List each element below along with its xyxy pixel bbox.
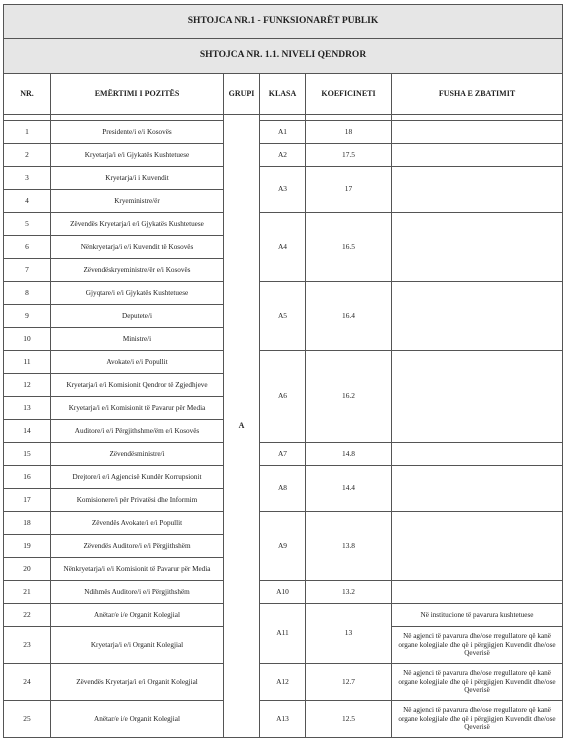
row-name: Zëvendës Kryetarja/i e/i Organit Kolegjial (51, 664, 224, 701)
row-name: Zëvendëskryeministre/ër e/i Kosovës (51, 259, 224, 282)
table-row (4, 351, 563, 374)
row-nr: 14 (4, 420, 51, 443)
header-klasa: KLASA (260, 74, 306, 115)
row-nr: 13 (4, 397, 51, 420)
row-klasa: A5 (260, 282, 306, 351)
row-name: Zëvendës Auditore/i e/i Përgjithshëm (51, 535, 224, 558)
row-nr: 11 (4, 351, 51, 374)
row-klasa: A2 (260, 144, 306, 167)
row-koef: 17 (306, 167, 392, 213)
table-row (4, 581, 563, 604)
row-name: Kryetarja/i e/i Gjykatës Kushtetuese (51, 144, 224, 167)
table-row (4, 121, 563, 144)
row-fusha (392, 167, 563, 213)
row-nr: 1 (4, 121, 51, 144)
row-nr: 22 (4, 604, 51, 627)
row-koef: 16.4 (306, 282, 392, 351)
row-nr: 19 (4, 535, 51, 558)
row-koef: 13 (306, 604, 392, 664)
row-koef: 12.7 (306, 664, 392, 701)
row-name: Komisionere/i për Privatësi dhe Informim (51, 489, 224, 512)
row-name: Anëtar/e i/e Organit Kolegjial (51, 604, 224, 627)
document-subtitle: SHTOJCA NR. 1.1. NIVELI QENDROR (4, 39, 563, 74)
row-fusha (392, 443, 563, 466)
row-nr: 7 (4, 259, 51, 282)
row-name: Avokate/i e/i Popullit (51, 351, 224, 374)
row-nr: 25 (4, 701, 51, 738)
table-row (4, 282, 563, 305)
row-klasa: A11 (260, 604, 306, 664)
row-klasa: A7 (260, 443, 306, 466)
row-koef: 18 (306, 121, 392, 144)
header-nr: NR. (4, 74, 51, 115)
table-row (4, 701, 563, 738)
header-grupi: GRUPI (224, 74, 260, 115)
group-cell: A (224, 115, 260, 738)
row-nr: 6 (4, 236, 51, 259)
row-fusha (392, 144, 563, 167)
row-fusha: Në institucione të pavarura kushtetuese (392, 604, 563, 627)
row-fusha (392, 512, 563, 581)
row-koef: 14.8 (306, 443, 392, 466)
row-klasa: A12 (260, 664, 306, 701)
row-nr: 18 (4, 512, 51, 535)
row-name: Nënkryetarja/i e/i Kuvendit të Kosovës (51, 236, 224, 259)
row-koef: 13.8 (306, 512, 392, 581)
row-nr: 24 (4, 664, 51, 701)
table-header-row (4, 74, 563, 115)
header-fusha: FUSHA E ZBATIMIT (392, 74, 563, 115)
row-klasa: A1 (260, 121, 306, 144)
row-nr: 2 (4, 144, 51, 167)
row-fusha: Në agjenci të pavarura dhe/ose rregullatore që kanë organe kolegjiale dhe që i përgjigjen Kuvendit dhe/ose Qeverisë (392, 664, 563, 701)
table-row (4, 443, 563, 466)
row-fusha (392, 581, 563, 604)
table-row (4, 213, 563, 236)
row-klasa: A8 (260, 466, 306, 512)
row-nr: 8 (4, 282, 51, 305)
row-fusha (392, 282, 563, 351)
row-koef: 17.5 (306, 144, 392, 167)
row-fusha (392, 466, 563, 512)
row-name: Gjyqtare/i e/i Gjykatës Kushtetuese (51, 282, 224, 305)
row-nr: 12 (4, 374, 51, 397)
row-name: Ministre/i (51, 328, 224, 351)
header-koeficienti: KOEFICINETI (306, 74, 392, 115)
row-klasa: A13 (260, 701, 306, 738)
positions-table (3, 4, 563, 738)
header-emertimi: EMËRTIMI I POZITËS (51, 74, 224, 115)
row-nr: 10 (4, 328, 51, 351)
row-koef: 14.4 (306, 466, 392, 512)
row-nr: 20 (4, 558, 51, 581)
row-klasa: A6 (260, 351, 306, 443)
row-fusha (392, 213, 563, 282)
row-nr: 17 (4, 489, 51, 512)
row-name: Kryetarja/i i Kuvendit (51, 167, 224, 190)
row-name: Auditore/i e/i Përgjithshme/ëm e/i Kosovës (51, 420, 224, 443)
table-row (4, 144, 563, 167)
row-name: Nënkryetarja/i e/i Komisionit të Pavarur për Media (51, 558, 224, 581)
row-name: Presidente/i e/i Kosovës (51, 121, 224, 144)
row-name: Ndihmës Auditore/i e/i Përgjithshëm (51, 581, 224, 604)
row-klasa: A4 (260, 213, 306, 282)
table-row (4, 167, 563, 190)
row-name: Deputete/i (51, 305, 224, 328)
row-koef: 16.5 (306, 213, 392, 282)
row-fusha: Në agjenci të pavarura dhe/ose rregullatore që kanë organe kolegjiale dhe që i përgjigjen Kuvendit dhe/ose Qeverisë (392, 701, 563, 738)
row-nr: 16 (4, 466, 51, 489)
row-name: Zëvendës Kryetarja/i e/i Gjykatës Kushtetuese (51, 213, 224, 236)
row-name: Kryetarja/i e/i Organit Kolegjial (51, 627, 224, 664)
row-nr: 4 (4, 190, 51, 213)
row-klasa: A9 (260, 512, 306, 581)
row-fusha: Në agjenci të pavarura dhe/ose rregullatore që kanë organe kolegjiale dhe që i përgjigjen Kuvendit dhe/ose Qeverisë (392, 627, 563, 664)
row-koef: 16.2 (306, 351, 392, 443)
row-nr: 23 (4, 627, 51, 664)
row-koef: 13.2 (306, 581, 392, 604)
row-name: Zëvendësministre/i (51, 443, 224, 466)
row-name: Anëtar/e i/e Organit Kolegjial (51, 701, 224, 738)
row-nr: 21 (4, 581, 51, 604)
row-klasa: A3 (260, 167, 306, 213)
table-row (4, 466, 563, 489)
row-koef: 12.5 (306, 701, 392, 738)
row-name: Kryetarja/i e/i Komisionit të Pavarur për Media (51, 397, 224, 420)
row-fusha (392, 121, 563, 144)
row-nr: 5 (4, 213, 51, 236)
row-name: Kryeministre/ër (51, 190, 224, 213)
row-name: Kryetarja/i e/i Komisionit Qendror të Zgjedhjeve (51, 374, 224, 397)
row-nr: 15 (4, 443, 51, 466)
row-klasa: A10 (260, 581, 306, 604)
row-nr: 3 (4, 167, 51, 190)
table-row (4, 604, 563, 627)
table-row (4, 512, 563, 535)
row-fusha (392, 351, 563, 443)
table-row (4, 664, 563, 701)
row-name: Drejtore/i e/i Agjencisë Kundër Korrupsionit (51, 466, 224, 489)
row-nr: 9 (4, 305, 51, 328)
document-title: SHTOJCA NR.1 - FUNKSIONARËT PUBLIK (4, 5, 563, 39)
row-name: Zëvendës Avokate/i e/i Popullit (51, 512, 224, 535)
